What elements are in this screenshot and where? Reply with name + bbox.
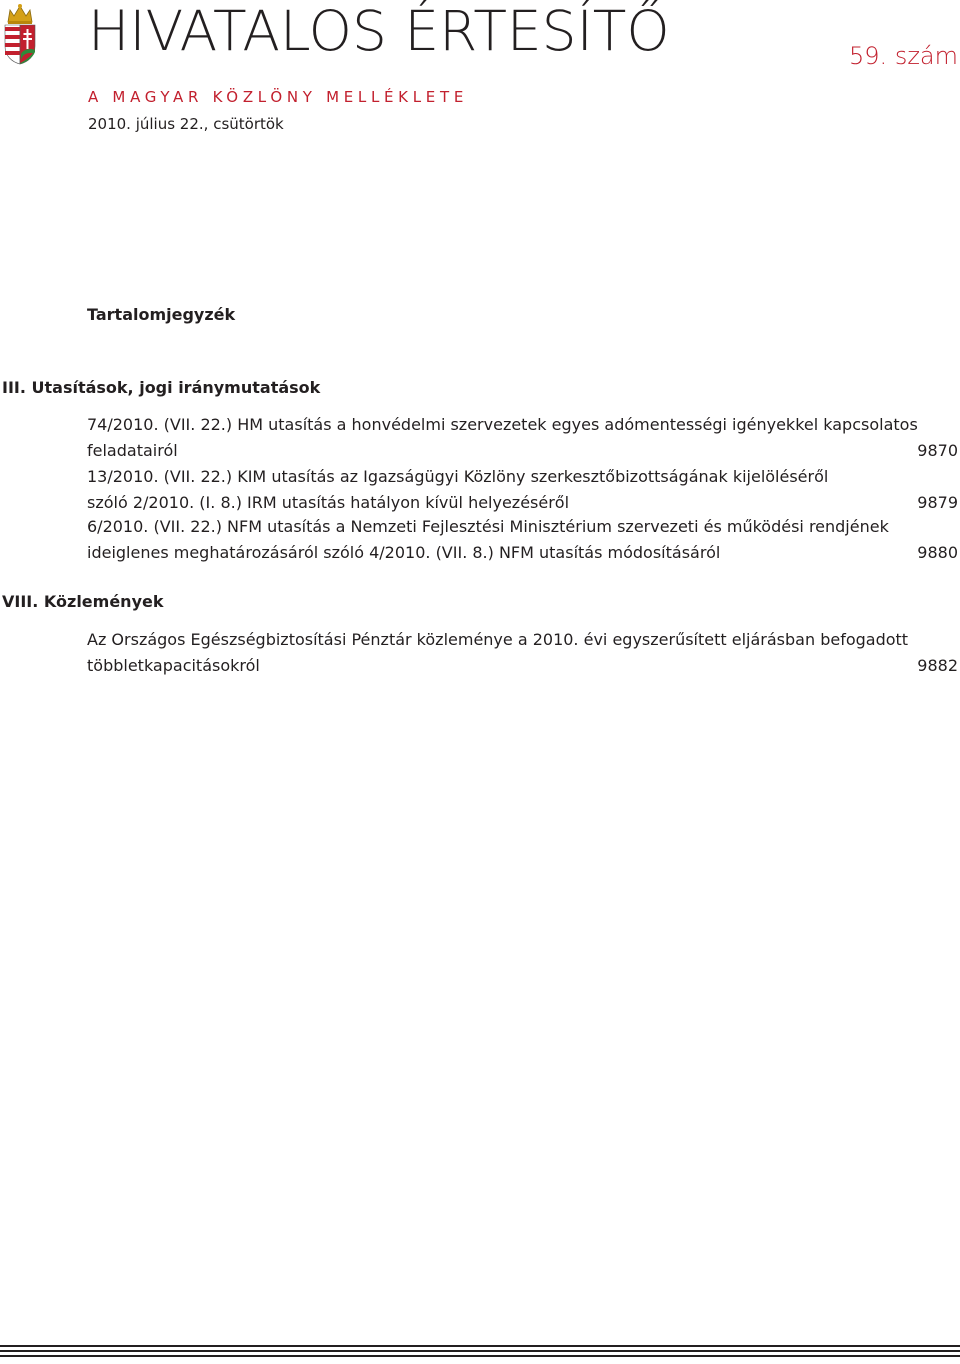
toc-entry-line: Az Országos Egészségbiztosítási Pénztár közleménye a 2010. évi egyszerűsített eljárásban befogadott [87, 630, 909, 649]
toc-entry-line [87, 438, 958, 464]
toc-entry-line-text: ideiglenes meghatározásáról szóló 4/2010. (VII. 8.) NFM utasítás módosításáról [87, 543, 721, 562]
publication-date: 2010. július 22., csütörtök [88, 115, 284, 133]
section-title-iii: III. Utasítások, jogi iránymutatások [2, 378, 321, 397]
section-title-viii: VIII. Közlemények [2, 592, 164, 611]
toc-entry-line [87, 490, 958, 516]
toc-entry-line [87, 540, 958, 566]
toc-entry[interactable] [87, 464, 958, 516]
toc-entry[interactable] [87, 627, 958, 679]
bottom-rule [0, 1345, 960, 1347]
toc-title: Tartalomjegyzék [87, 305, 236, 324]
bottom-rule [0, 1355, 960, 1357]
toc-entry-page: 9870 [917, 441, 958, 460]
toc-entry-line-text: feladatairól [87, 441, 178, 460]
toc-entry-line-text: szóló 2/2010. (I. 8.) IRM utasítás hatályon kívül helyezéséről [87, 493, 570, 512]
issue-number: 59. szám [849, 42, 958, 70]
publication-subtitle: A MAGYAR KÖZLÖNY MELLÉKLETE [88, 88, 468, 106]
coat-of-arms-icon [2, 2, 38, 70]
toc-entry-line: 6/2010. (VII. 22.) NFM utasítás a Nemzeti Fejlesztési Minisztérium szervezeti és működési rendjének [87, 517, 889, 536]
toc-entry[interactable] [87, 514, 958, 566]
toc-entry-line: 74/2010. (VII. 22.) HM utasítás a honvédelmi szervezetek egyes adómentességi igényekkel kapcsolatos [87, 415, 918, 434]
toc-entry-line [87, 653, 958, 679]
toc-entry-page: 9882 [917, 656, 958, 675]
toc-entry[interactable] [87, 412, 958, 464]
toc-entry-line: 13/2010. (VII. 22.) KIM utasítás az Igazságügyi Közlöny szerkesztőbizottságának kijelöléséről [87, 467, 829, 486]
bottom-rule [0, 1350, 960, 1352]
publication-title: HIVATALOS ÉRTESÍTŐ [88, 0, 670, 63]
toc-entry-line-text: többletkapacitásokról [87, 656, 260, 675]
toc-entry-page: 9879 [917, 493, 958, 512]
toc-entry-page: 9880 [917, 543, 958, 562]
